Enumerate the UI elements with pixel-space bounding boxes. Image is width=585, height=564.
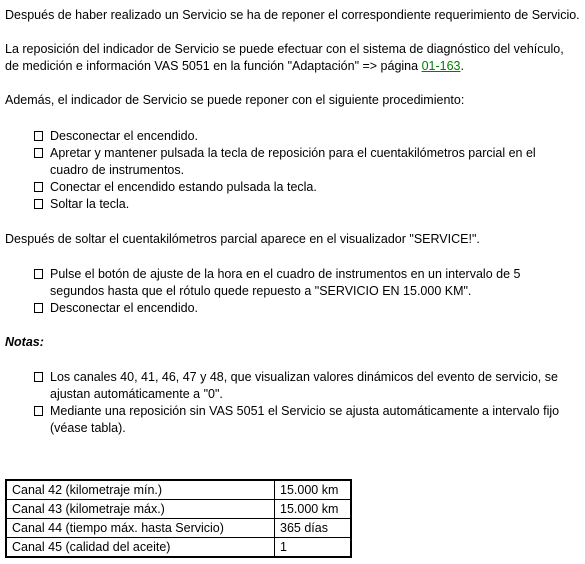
list-item-text: Soltar la tecla. (50, 197, 130, 211)
checkbox-icon (34, 303, 43, 313)
vas-paragraph-end: . (460, 59, 464, 73)
list-item (34, 300, 574, 317)
service-interval-table (5, 479, 352, 558)
notes-heading: Notas: (5, 335, 44, 349)
intro-paragraph: Después de haber realizado un Servicio se ha de reponer el correspondiente requerimiento de Servicio. (5, 8, 580, 22)
checkbox-icon (34, 269, 43, 279)
list-item-text: Mediante una reposición sin VAS 5051 el Servicio se ajusta automáticamente a intervalo fijo (véase tabla). (50, 404, 560, 435)
table-row (6, 519, 351, 538)
procedure-steps-list (34, 128, 574, 213)
vas-paragraph (5, 41, 580, 75)
table-row (6, 538, 351, 558)
checkbox-icon (34, 406, 43, 416)
checkbox-icon (34, 199, 43, 209)
table-cell-channel: Canal 45 (calidad del aceite) (6, 538, 275, 558)
table-cell-channel: Canal 44 (tiempo máx. hasta Servicio) (6, 519, 275, 538)
table-row (6, 480, 351, 500)
table-cell-value: 15.000 km (275, 480, 352, 500)
list-item (34, 266, 574, 300)
list-item (34, 369, 580, 403)
list-item-text: Desconectar el encendido. (50, 129, 199, 143)
list-item (34, 145, 574, 179)
list-item (34, 196, 574, 213)
reset-steps-list (34, 266, 574, 317)
vas-paragraph-text: La reposición del indicador de Servicio se puede efectuar con el sistema de diagnóstico del vehículo, de medición e información VAS 5051 en la función "Adaptación" => página (5, 42, 564, 73)
page-link[interactable]: 01-163 (421, 59, 461, 73)
list-item-text: Apretar y mantener pulsada la tecla de reposición para el cuentakilómetros parcial en el cuadro de instrumentos. (50, 146, 536, 177)
checkbox-icon (34, 148, 43, 158)
list-item-text: Los canales 40, 41, 46, 47 y 48, que visualizan valores dinámicos del evento de servicio, se ajustan automáticamente a "0". (50, 370, 558, 401)
list-item (34, 179, 574, 196)
table-cell-value: 365 días (275, 519, 352, 538)
list-item-text: Desconectar el encendido. (50, 301, 199, 315)
notes-list (34, 369, 580, 437)
table-cell-channel: Canal 42 (kilometraje mín.) (6, 480, 275, 500)
procedure-intro: Además, el indicador de Servicio se puede reponer con el siguiente procedimiento: (5, 93, 465, 107)
list-item-text: Conectar el encendido estando pulsada la tecla. (50, 180, 317, 194)
checkbox-icon (34, 131, 43, 141)
list-item (34, 128, 574, 145)
document-body (5, 0, 580, 437)
list-item-text: Pulse el botón de ajuste de la hora en el cuadro de instrumentos en un intervalo de 5 segundos hasta que el rótulo quede repuesto a "SERVICIO EN 15.000 KM". (50, 267, 521, 298)
table-row (6, 500, 351, 519)
checkbox-icon (34, 372, 43, 382)
checkbox-icon (34, 182, 43, 192)
table-cell-value: 1 (275, 538, 352, 558)
service-display-paragraph: Después de soltar el cuentakilómetros parcial aparece en el visualizador "SERVICE!". (5, 232, 480, 246)
table-cell-value: 15.000 km (275, 500, 352, 519)
table-cell-channel: Canal 43 (kilometraje máx.) (6, 500, 275, 519)
list-item (34, 403, 580, 437)
